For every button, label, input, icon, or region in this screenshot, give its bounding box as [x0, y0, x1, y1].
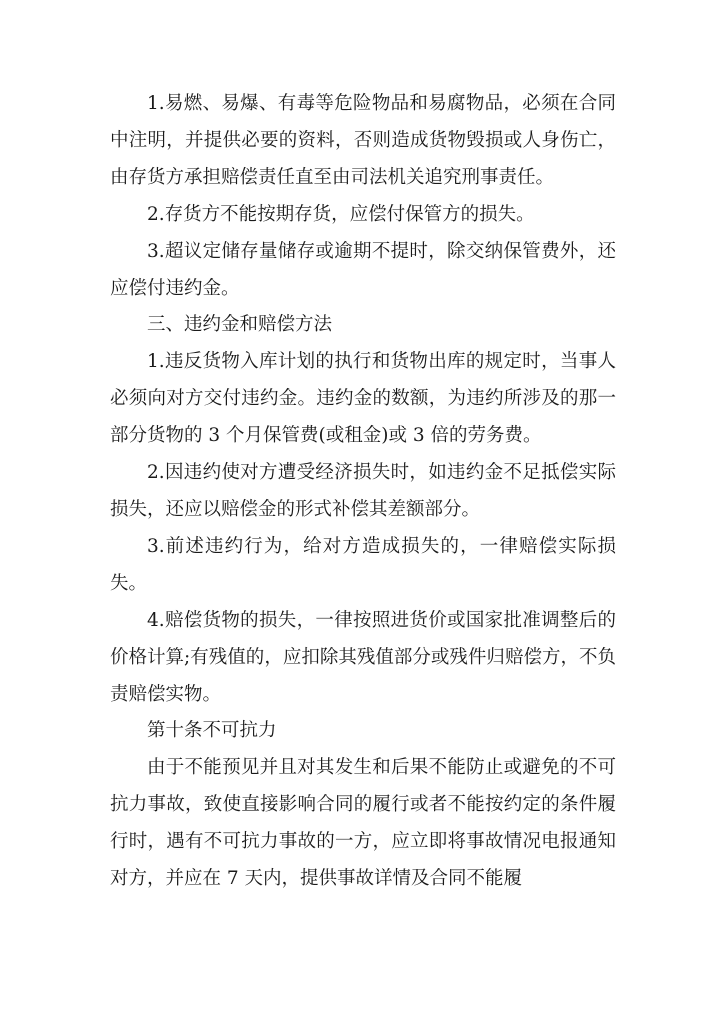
section-heading-penalty: 三、违约金和赔偿方法	[147, 314, 333, 336]
article-heading-force-majeure: 第十条不可抗力	[147, 720, 277, 742]
clause-late-deposit: 2.存货方不能按期存货，应偿付保管方的损失。	[147, 203, 535, 225]
force-majeure-paragraph: 由于不能预见并且对其发生和后果不能防止或避免的不可抗力事故，致使直接影响合同的履行或者不能按约定的条件履行时，遇有不可抗力事故的一方，应立即将事故情况电报通知对方，并应在 7 天内，提供事故详情及合同不能履	[110, 757, 616, 890]
clause-excess-storage: 3.超议定储存量储存或逾期不提时，除交纳保管费外，还应偿付违约金。	[110, 240, 616, 299]
penalty-item-1: 1.违反货物入库计划的执行和货物出库的规定时，当事人必须向对方交付违约金。违约金的数额，为违约所涉及的那一部分货物的 3 个月保管费(或租金)或 3 倍的劳务费。	[110, 351, 616, 447]
clause-hazardous-goods: 1.易燃、易爆、有毒等危险物品和易腐物品，必须在合同中注明，并提供必要的资料，否则造成货物毁损或人身伤亡，由存货方承担赔偿责任直至由司法机关追究刑事责任。	[110, 93, 616, 188]
penalty-item-2: 2.因违约使对方遭受经济损失时，如违约金不足抵偿实际损失，还应以赔偿金的形式补偿其差额部分。	[110, 462, 616, 520]
penalty-item-3: 3.前述违约行为，给对方造成损失的，一律赔偿实际损失。	[110, 535, 616, 594]
penalty-item-4: 4.赔偿货物的损失，一律按照进货价或国家批准调整后的价格计算;有残值的，应扣除其残值部分或残件归赔偿方，不负责赔偿实物。	[110, 609, 616, 705]
document-body	[110, 86, 616, 898]
